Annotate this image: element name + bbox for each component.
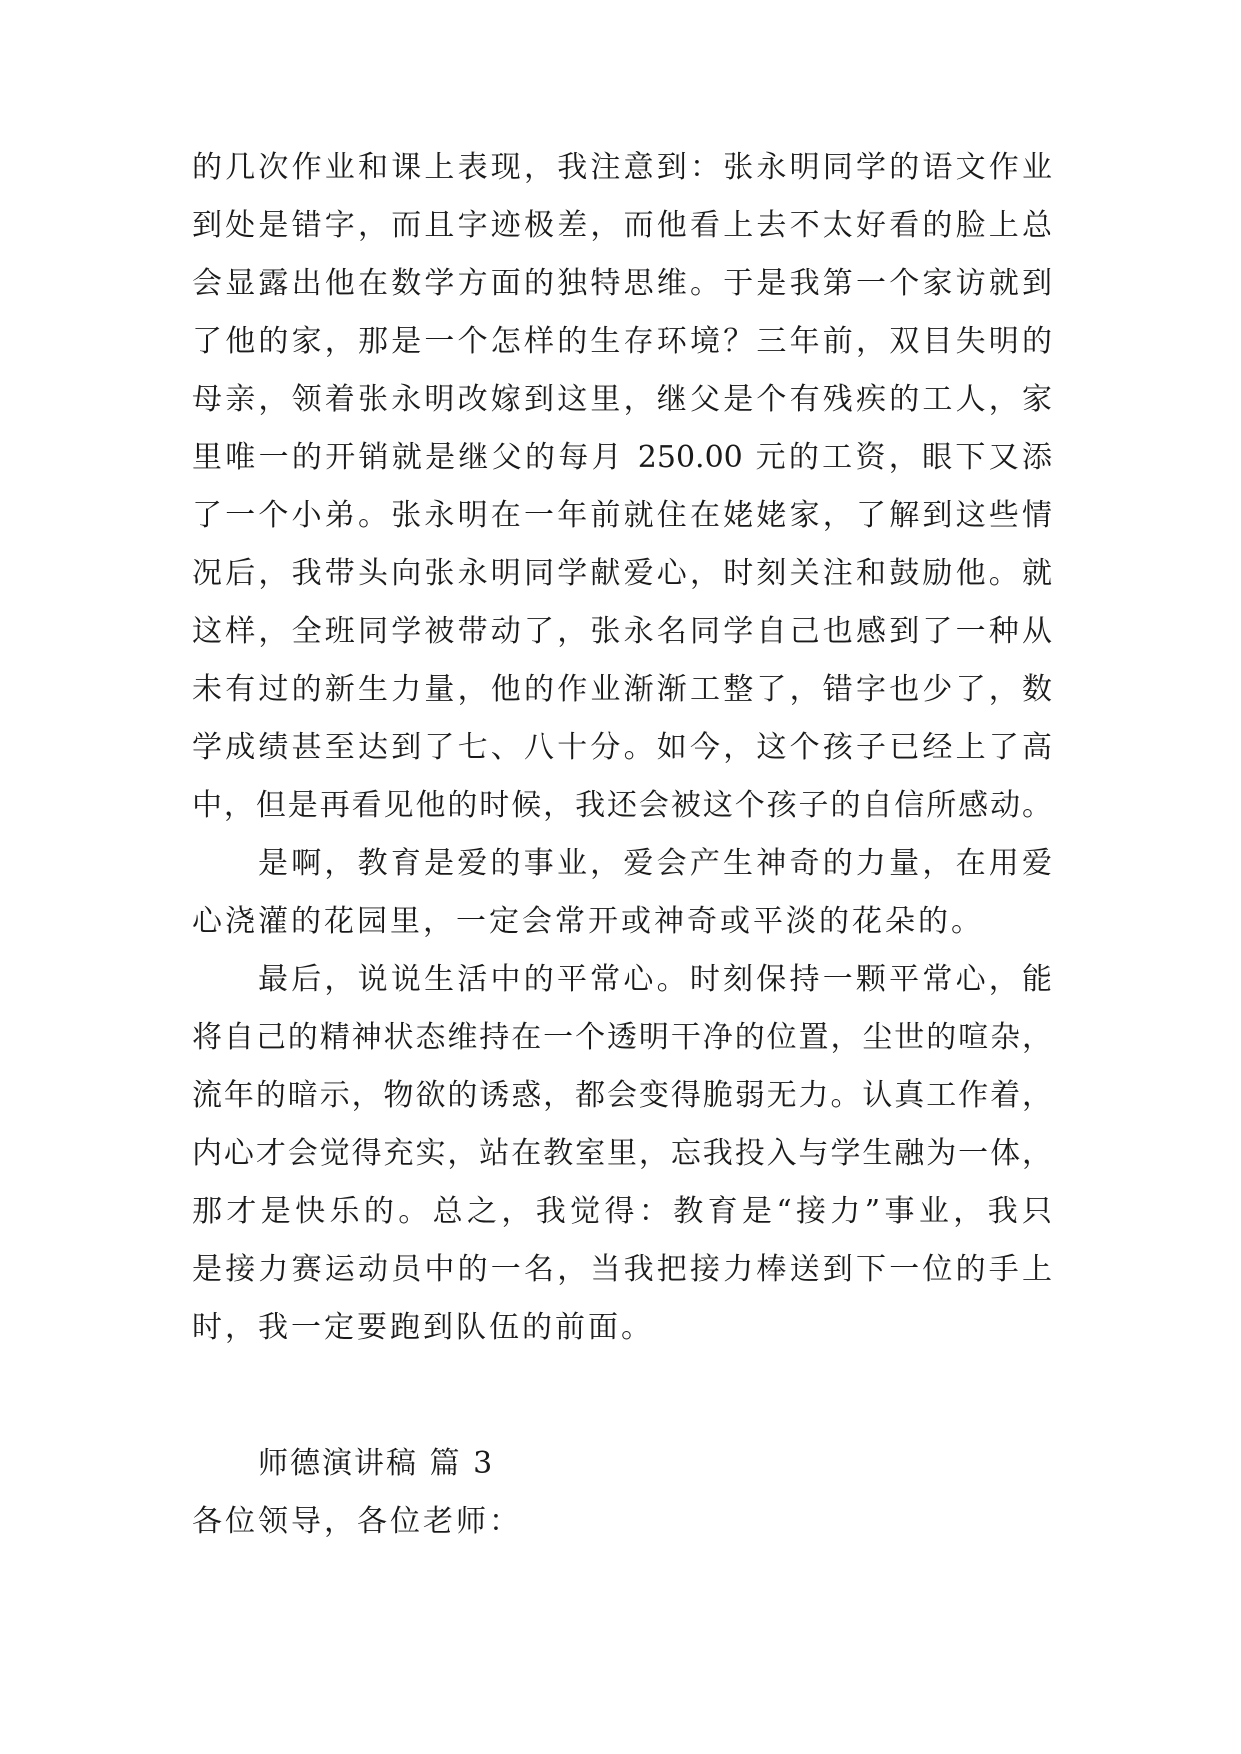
text-line: 未有过的新生力量，他的作业渐渐工整了，错字也少了，数: [192, 672, 1052, 707]
text-line: 里唯一的开销就是继父的每月 250.00 元的工资，眼下又添: [192, 440, 1052, 475]
text-line: 况后，我带头向张永明同学献爱心，时刻关注和鼓励他。就: [192, 556, 1052, 591]
text-line: 时，我一定要跑到队伍的前面。: [192, 1310, 654, 1345]
text-line: 学成绩甚至达到了七、八十分。如今，这个孩子已经上了高: [192, 730, 1052, 765]
text-line: 会显露出他在数学方面的独特思维。于是我第一个家访就到: [192, 266, 1052, 301]
text-line: 最后，说说生活中的平常心。时刻保持一颗平常心，能: [258, 962, 1052, 997]
salutation: 各位领导，各位老师：: [192, 1504, 522, 1539]
text-line: 心浇灌的花园里，一定会常开或神奇或平淡的花朵的。: [192, 904, 984, 939]
text-line: 内心才会觉得充实，站在教室里，忘我投入与学生融为一体，: [192, 1136, 1052, 1171]
text-line: 了一个小弟。张永明在一年前就住在姥姥家，了解到这些情: [192, 498, 1052, 533]
text-line: 是接力赛运动员中的一名，当我把接力棒送到下一位的手上: [192, 1252, 1052, 1287]
text-line: 母亲，领着张永明改嫁到这里，继父是个有残疾的工人，家: [192, 382, 1052, 417]
text-line: 将自己的精神状态维持在一个透明干净的位置，尘世的喧杂，: [192, 1020, 1052, 1055]
section-title: 师德演讲稿 篇 3: [258, 1446, 495, 1481]
text-line: 是啊，教育是爱的事业，爱会产生神奇的力量，在用爱: [258, 846, 1052, 881]
text-line: 那才是快乐的。总之，我觉得：教育是“接力”事业，我只: [192, 1194, 1052, 1229]
text-line: 流年的暗示，物欲的诱惑，都会变得脆弱无力。认真工作着，: [192, 1078, 1052, 1113]
text-line: 这样，全班同学被带动了，张永名同学自己也感到了一种从: [192, 614, 1052, 649]
text-line: 了他的家，那是一个怎样的生存环境？三年前，双目失明的: [192, 324, 1052, 359]
text-line: 到处是错字，而且字迹极差，而他看上去不太好看的脸上总: [192, 208, 1052, 243]
text-line: 中，但是再看见他的时候，我还会被这个孩子的自信所感动。: [192, 788, 1052, 823]
text-line: 的几次作业和课上表现，我注意到：张永明同学的语文作业: [192, 150, 1052, 185]
